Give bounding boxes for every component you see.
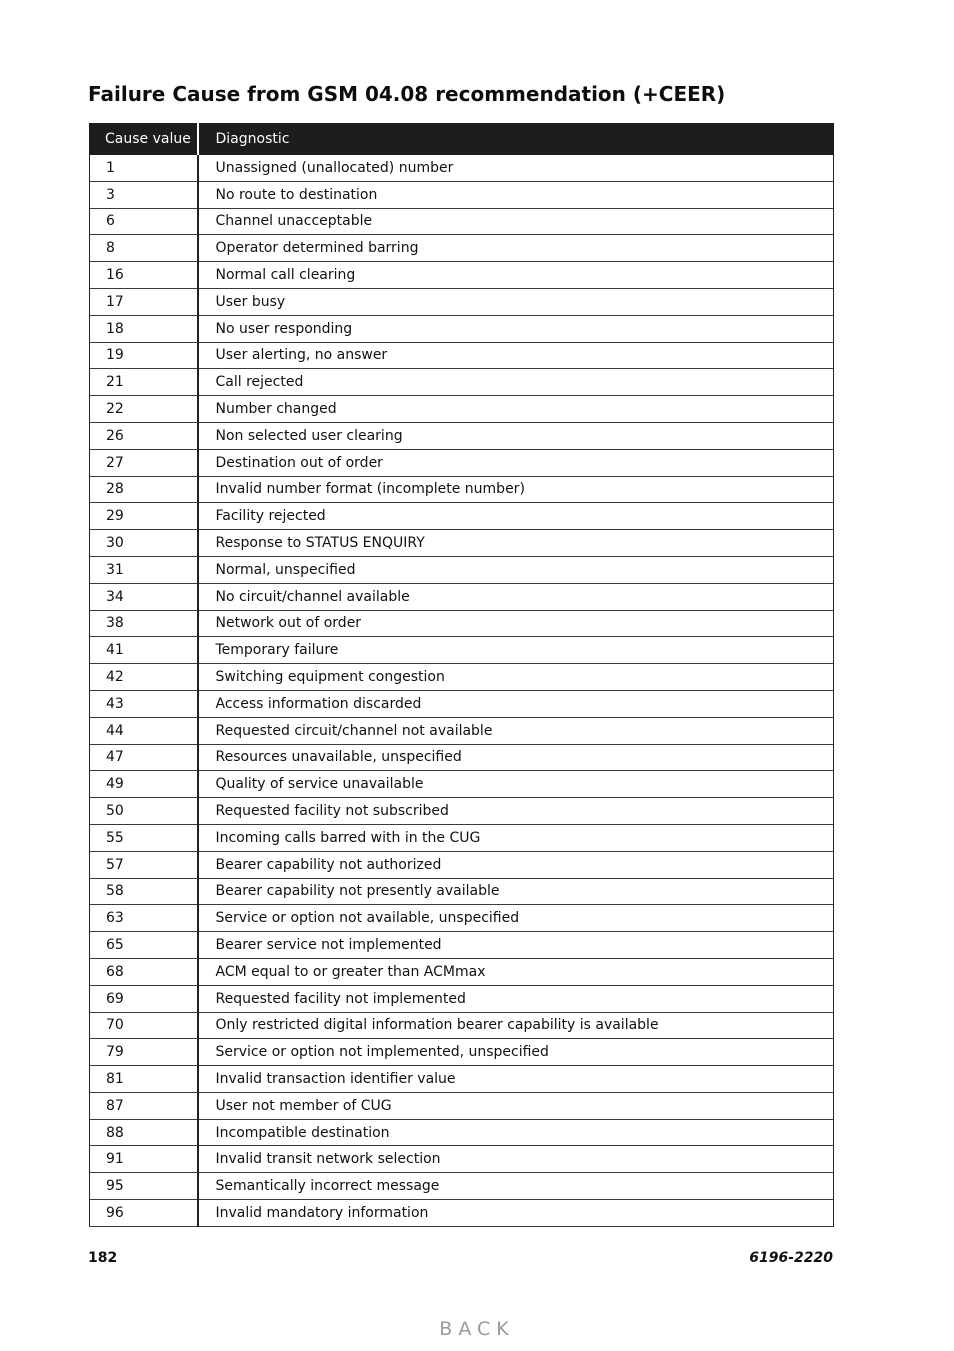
table-row: [90, 503, 834, 530]
diagnostic-cell: Channel unacceptable: [198, 208, 834, 235]
document-code: 6196-2220: [749, 1250, 833, 1266]
diagnostic-cell: Only restricted digital information bearer capability is available: [198, 1012, 834, 1039]
diagnostic-cell: Resources unavailable, unspecified: [198, 744, 834, 771]
cause-value-cell: 68: [90, 958, 198, 985]
diagnostic-cell: No user responding: [198, 315, 834, 342]
table-row: [90, 476, 834, 503]
cause-value-cell: 69: [90, 985, 198, 1012]
page-title: Failure Cause from GSM 04.08 recommendation (+CEER): [88, 82, 726, 106]
table-row: [90, 958, 834, 985]
cause-value-cell: 50: [90, 798, 198, 825]
cause-value-cell: 87: [90, 1092, 198, 1119]
cause-value-cell: 88: [90, 1119, 198, 1146]
diagnostic-cell: Unassigned (unallocated) number: [198, 155, 834, 182]
table-row: [90, 798, 834, 825]
table-row: [90, 878, 834, 905]
table-header-row: [90, 124, 834, 155]
table-row: [90, 1012, 834, 1039]
diagnostic-cell: Bearer capability not presently available: [198, 878, 834, 905]
table-row: [90, 932, 834, 959]
table-row: [90, 396, 834, 423]
cause-value-cell: 49: [90, 771, 198, 798]
cause-value-cell: 42: [90, 664, 198, 691]
cause-value-cell: 91: [90, 1146, 198, 1173]
cause-value-cell: 58: [90, 878, 198, 905]
cause-value-cell: 1: [90, 155, 198, 182]
diagnostic-cell: Destination out of order: [198, 449, 834, 476]
diagnostic-cell: Requested facility not subscribed: [198, 798, 834, 825]
diagnostic-cell: Number changed: [198, 396, 834, 423]
table-row: [90, 181, 834, 208]
cause-value-cell: 41: [90, 637, 198, 664]
diagnostic-cell: Invalid transaction identifier value: [198, 1066, 834, 1093]
table-row: [90, 1146, 834, 1173]
table-row: [90, 717, 834, 744]
table-row: [90, 583, 834, 610]
cause-value-cell: 16: [90, 262, 198, 289]
header-diagnostic: Diagnostic: [198, 124, 834, 155]
diagnostic-cell: Incoming calls barred with in the CUG: [198, 824, 834, 851]
cause-value-cell: 44: [90, 717, 198, 744]
cause-value-cell: 17: [90, 288, 198, 315]
diagnostic-cell: Facility rejected: [198, 503, 834, 530]
table-row: [90, 1173, 834, 1200]
table-row: [90, 985, 834, 1012]
table-row: [90, 1039, 834, 1066]
cause-value-cell: 6: [90, 208, 198, 235]
table-row: [90, 556, 834, 583]
diagnostic-cell: User alerting, no answer: [198, 342, 834, 369]
table-row: [90, 744, 834, 771]
table-row: [90, 449, 834, 476]
cause-value-cell: 8: [90, 235, 198, 262]
table-row: [90, 690, 834, 717]
table-row: [90, 315, 834, 342]
diagnostic-cell: User busy: [198, 288, 834, 315]
diagnostic-cell: Invalid number format (incomplete number): [198, 476, 834, 503]
cause-value-cell: 81: [90, 1066, 198, 1093]
table-row: [90, 1119, 834, 1146]
table-row: [90, 824, 834, 851]
diagnostic-cell: Operator determined barring: [198, 235, 834, 262]
diagnostic-cell: Service or option not available, unspecified: [198, 905, 834, 932]
table-row: [90, 208, 834, 235]
table-header: [90, 124, 834, 155]
diagnostic-cell: Switching equipment congestion: [198, 664, 834, 691]
cause-value-cell: 70: [90, 1012, 198, 1039]
table-row: [90, 1066, 834, 1093]
table-row: [90, 771, 834, 798]
diagnostic-cell: Requested facility not implemented: [198, 985, 834, 1012]
diagnostic-cell: Temporary failure: [198, 637, 834, 664]
cause-value-cell: 63: [90, 905, 198, 932]
cause-value-cell: 79: [90, 1039, 198, 1066]
cause-value-cell: 18: [90, 315, 198, 342]
cause-value-cell: 96: [90, 1200, 198, 1227]
cause-value-cell: 19: [90, 342, 198, 369]
cause-value-cell: 30: [90, 530, 198, 557]
cause-value-cell: 38: [90, 610, 198, 637]
cause-value-cell: 28: [90, 476, 198, 503]
diagnostic-cell: Normal call clearing: [198, 262, 834, 289]
diagnostic-cell: Invalid transit network selection: [198, 1146, 834, 1173]
diagnostic-cell: Semantically incorrect message: [198, 1173, 834, 1200]
table-row: [90, 905, 834, 932]
table-row: [90, 1092, 834, 1119]
cause-value-cell: 3: [90, 181, 198, 208]
diagnostic-cell: Service or option not implemented, unspecified: [198, 1039, 834, 1066]
diagnostic-cell: No circuit/channel available: [198, 583, 834, 610]
page-number: 182: [88, 1250, 118, 1266]
table-row: [90, 342, 834, 369]
diagnostic-cell: User not member of CUG: [198, 1092, 834, 1119]
table-row: [90, 637, 834, 664]
cause-value-cell: 27: [90, 449, 198, 476]
header-cause-value: Cause value: [90, 124, 198, 155]
diagnostic-cell: Incompatible destination: [198, 1119, 834, 1146]
table-row: [90, 664, 834, 691]
diagnostic-cell: Call rejected: [198, 369, 834, 396]
table-row: [90, 530, 834, 557]
table-row: [90, 851, 834, 878]
diagnostic-cell: No route to destination: [198, 181, 834, 208]
table-row: [90, 422, 834, 449]
back-link[interactable]: BACK: [439, 1318, 515, 1340]
diagnostic-cell: Invalid mandatory information: [198, 1200, 834, 1227]
cause-value-cell: 55: [90, 824, 198, 851]
diagnostic-cell: Bearer service not implemented: [198, 932, 834, 959]
cause-value-cell: 31: [90, 556, 198, 583]
table-row: [90, 235, 834, 262]
cause-value-cell: 47: [90, 744, 198, 771]
cause-value-cell: 22: [90, 396, 198, 423]
table-row: [90, 1200, 834, 1227]
diagnostic-cell: Response to STATUS ENQUIRY: [198, 530, 834, 557]
diagnostic-cell: Normal, unspecified: [198, 556, 834, 583]
cause-value-cell: 57: [90, 851, 198, 878]
cause-value-cell: 26: [90, 422, 198, 449]
diagnostic-cell: Bearer capability not authorized: [198, 851, 834, 878]
diagnostic-cell: ACM equal to or greater than ACMmax: [198, 958, 834, 985]
table-row: [90, 369, 834, 396]
cause-value-cell: 65: [90, 932, 198, 959]
table-row: [90, 262, 834, 289]
diagnostic-cell: Requested circuit/channel not available: [198, 717, 834, 744]
cause-value-cell: 34: [90, 583, 198, 610]
cause-value-cell: 21: [90, 369, 198, 396]
cause-value-cell: 95: [90, 1173, 198, 1200]
diagnostic-cell: Network out of order: [198, 610, 834, 637]
table-row: [90, 288, 834, 315]
failure-cause-table: [89, 123, 834, 1227]
diagnostic-cell: Quality of service unavailable: [198, 771, 834, 798]
cause-value-cell: 29: [90, 503, 198, 530]
diagnostic-cell: Access information discarded: [198, 690, 834, 717]
diagnostic-cell: Non selected user clearing: [198, 422, 834, 449]
table-row: [90, 610, 834, 637]
table-row: [90, 155, 834, 182]
cause-value-cell: 43: [90, 690, 198, 717]
table-body: [90, 155, 834, 1227]
